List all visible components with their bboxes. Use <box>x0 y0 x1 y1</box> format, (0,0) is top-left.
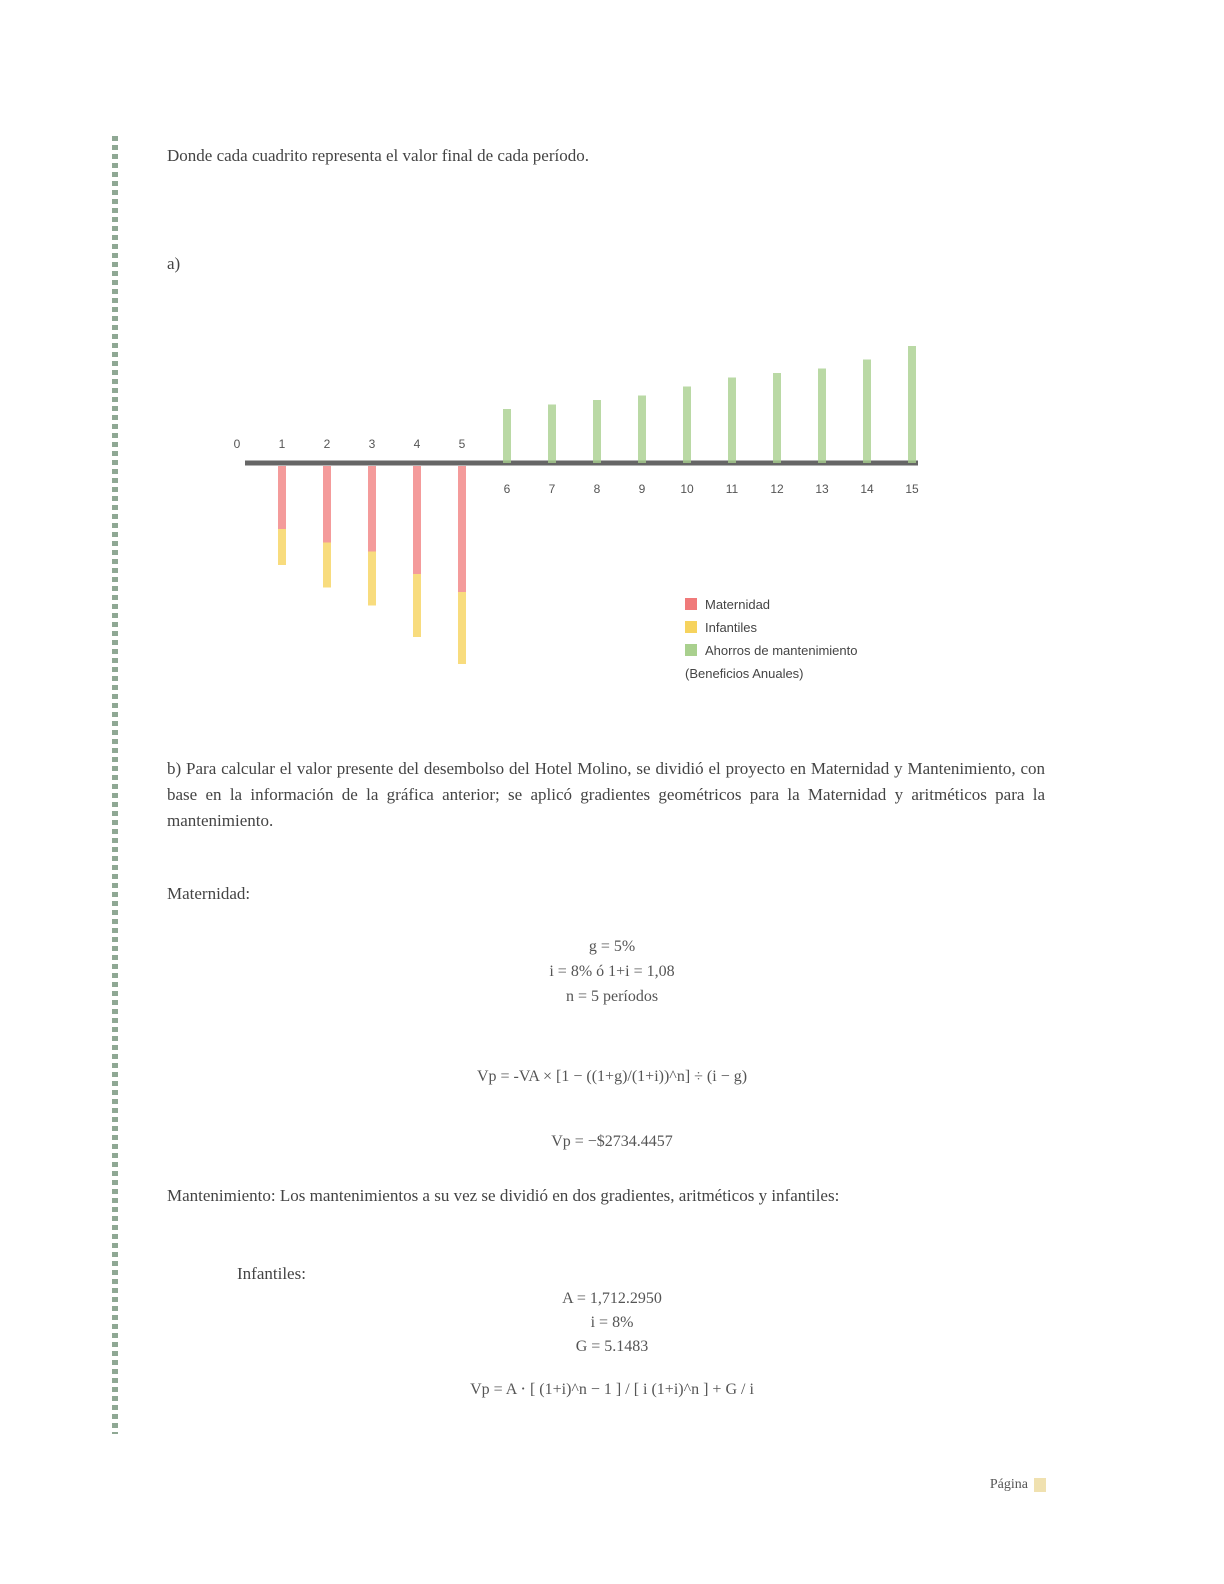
tick-label: 7 <box>548 482 556 496</box>
formula-vp-result: Vp = −$2734.4457 <box>551 1133 673 1150</box>
tick-label: 8 <box>593 482 601 496</box>
bar-maternidad <box>458 466 466 592</box>
bar-ahorros <box>548 405 556 464</box>
bar-infantiles <box>458 592 466 664</box>
tick-label: 9 <box>638 482 646 496</box>
bar-ahorros <box>773 373 781 463</box>
bar-maternidad <box>278 466 286 529</box>
tick-label: 0 <box>233 437 241 451</box>
paragraph-b: b) Para calcular el valor presente del desembolso del Hotel Molino, se dividió el proyecto en Maternidad y Mantenimiento, con base en la información de la gráfica anterior; se aplicó gradientes geométricos para la Maternidad y aritméticos para la mantenimiento. <box>167 759 1045 830</box>
legend-note: (Beneficios Anuales) <box>685 666 804 681</box>
paragraph-mantenimiento: Mantenimiento: Los mantenimientos a su vez se dividió en dos gradientes, aritméticos y infantiles: <box>167 1186 840 1205</box>
cash-flow-chart <box>200 300 1040 700</box>
bar-ahorros <box>683 387 691 464</box>
legend-swatch <box>685 644 697 656</box>
cash-flow-chart-svg <box>200 300 1040 700</box>
tick-label: 6 <box>503 482 511 496</box>
eq-maternidad-n: n = 5 períodos <box>565 988 659 1005</box>
intro-text: Donde cada cuadrito representa el valor final de cada período. <box>167 146 589 165</box>
bar-infantiles <box>368 552 376 606</box>
eq-maternidad-g: g = 5% <box>588 938 636 955</box>
tick-label: 1 <box>278 437 286 451</box>
eq-maternidad-i: i = 8% ó 1+i = 1,08 <box>549 963 675 980</box>
eq-infantiles-a: A = 1,712.2950 <box>562 1290 662 1307</box>
bar-maternidad <box>368 466 376 552</box>
bar-infantiles <box>323 543 331 588</box>
item-a-label: a) <box>167 254 181 273</box>
bar-ahorros <box>593 400 601 463</box>
legend-swatch <box>685 621 697 633</box>
bar-ahorros <box>728 378 736 464</box>
tick-label: 14 <box>860 482 874 496</box>
eq-infantiles-g: G = 5.1483 <box>575 1338 649 1355</box>
tick-label: 10 <box>680 482 694 496</box>
legend-label: Maternidad <box>705 597 771 612</box>
tick-label: 15 <box>905 482 919 496</box>
heading-infantiles: Infantiles: <box>237 1264 306 1283</box>
bar-ahorros <box>818 369 826 464</box>
bar-ahorros <box>908 346 916 463</box>
page-number-box <box>1034 1478 1046 1492</box>
legend-label: Infantiles <box>705 620 758 635</box>
bar-maternidad <box>413 466 421 574</box>
tick-label: 4 <box>413 437 421 451</box>
formula-vp-infantiles: Vp = A ⋅ [ (1+i)^n − 1 ] / [ i (1+i)^n ] + G / i <box>470 1381 754 1398</box>
tick-label: 11 <box>725 482 739 496</box>
bar-infantiles <box>278 529 286 565</box>
tick-label: 2 <box>323 437 331 451</box>
legend-swatch <box>685 598 697 610</box>
tick-label: 13 <box>815 482 829 496</box>
tick-label: 5 <box>458 437 466 451</box>
bar-ahorros <box>638 396 646 464</box>
formula-vp-maternidad: Vp = -VA × [1 − ((1+g)/(1+i))^n] ÷ (i − g) <box>476 1068 748 1085</box>
footer-label: Página <box>989 1477 1028 1492</box>
bar-infantiles <box>413 574 421 637</box>
page-footer <box>990 1477 1046 1493</box>
margin-rule <box>112 136 118 1434</box>
bar-maternidad <box>323 466 331 543</box>
eq-infantiles-i: i = 8% <box>590 1314 634 1331</box>
bar-ahorros <box>863 360 871 464</box>
legend-label: Ahorros de mantenimiento <box>705 643 858 658</box>
tick-label: 3 <box>368 437 376 451</box>
bar-ahorros <box>503 409 511 463</box>
tick-label: 12 <box>770 482 784 496</box>
heading-maternidad: Maternidad: <box>167 884 251 903</box>
